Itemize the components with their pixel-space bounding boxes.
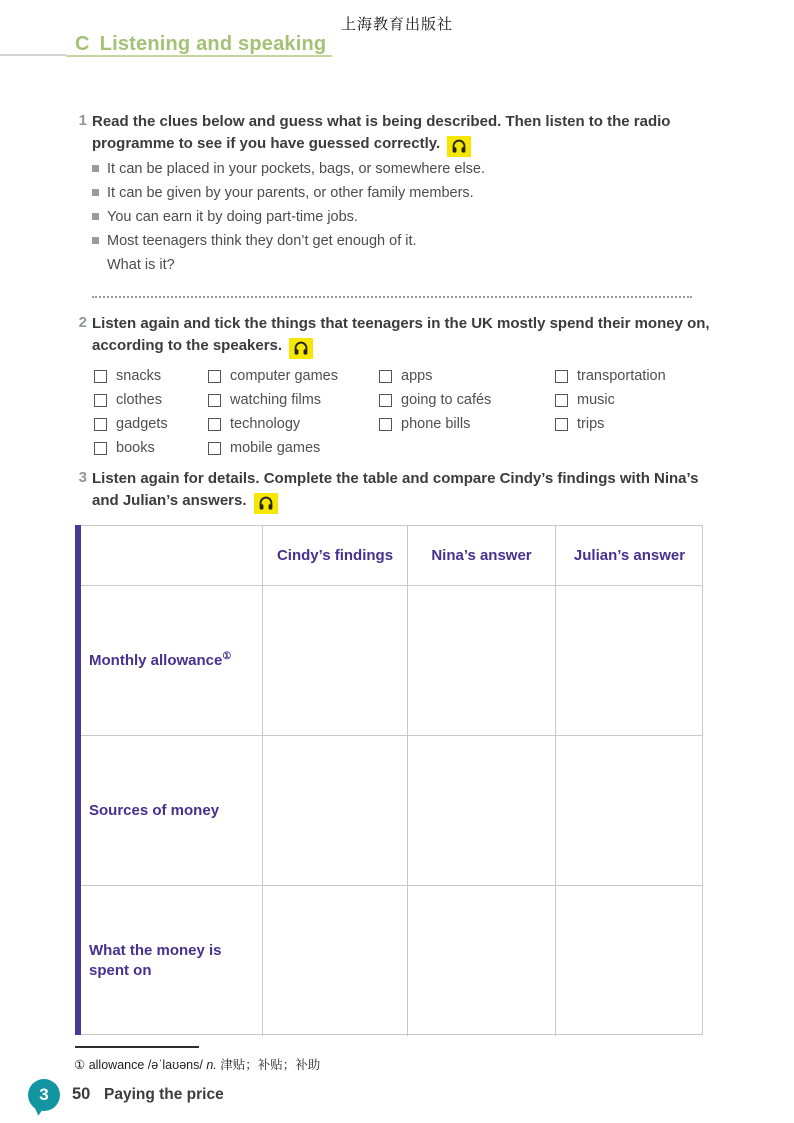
- option-label: music: [577, 392, 615, 408]
- clue-text: It can be placed in your pockets, bags, or somewhere else.: [107, 161, 486, 177]
- exercise-1-prompt: [92, 111, 732, 157]
- footnote-pos: n.: [206, 1058, 217, 1072]
- clue-text: You can earn it by doing part-time jobs.: [107, 209, 358, 225]
- option-books[interactable]: [94, 436, 168, 460]
- clue-text: It can be given by your parents, or other family members.: [107, 185, 474, 201]
- checkbox-icon[interactable]: [379, 370, 392, 383]
- table-corner-cell: [81, 526, 262, 586]
- column-header-cindy: Cindy’s findings: [262, 526, 407, 586]
- row-header-money-spent-on: What the money is spent on: [89, 942, 222, 979]
- option-label: watching films: [230, 392, 322, 408]
- option-label: technology: [230, 416, 301, 432]
- section-title: Listening and speaking: [99, 33, 327, 55]
- option-technology[interactable]: [208, 412, 338, 436]
- checkbox-icon[interactable]: [208, 394, 221, 407]
- clue-text: Most teenagers think they don’t get enough of it.: [107, 233, 417, 249]
- footnote-phonetic: /əˈlaʊəns/: [147, 1058, 203, 1072]
- checkbox-icon[interactable]: [208, 442, 221, 455]
- option-label: transportation: [577, 368, 666, 384]
- headphones-icon: [289, 338, 313, 359]
- unit-title: Paying the price: [104, 1086, 224, 1103]
- unit-number-badge: [28, 1079, 60, 1111]
- exercise-1-answer-line[interactable]: [92, 290, 692, 298]
- checkbox-icon[interactable]: [94, 370, 107, 383]
- checkbox-icon[interactable]: [379, 418, 392, 431]
- option-trips[interactable]: [555, 412, 666, 436]
- option-phone-bills[interactable]: [379, 412, 491, 436]
- checkbox-icon[interactable]: [94, 442, 107, 455]
- option-label: trips: [577, 416, 605, 432]
- exercise-1-clues: [92, 160, 712, 280]
- footnote-meaning: 津贴；补贴；补助: [220, 1057, 321, 1072]
- option-computer-games[interactable]: [208, 364, 338, 388]
- exercise-3-number: 3: [78, 469, 87, 486]
- exercise-2-prompt: [92, 313, 732, 359]
- square-bullet-icon: [92, 165, 99, 172]
- option-label: gadgets: [116, 416, 168, 432]
- exercise-3-prompt-line2: and Julian’s answers.: [92, 492, 247, 509]
- footnote-marker: ①: [222, 650, 232, 662]
- comparison-table: [81, 525, 703, 1035]
- exercise-2-options: [0, 364, 794, 460]
- exercise-1-prompt-line1: Read the clues below and guess what is being described. Then listen to the radio: [92, 113, 671, 130]
- options-column-3: [379, 364, 491, 436]
- square-bullet-icon: [92, 213, 99, 220]
- checkbox-icon[interactable]: [555, 370, 568, 383]
- option-label: clothes: [116, 392, 162, 408]
- answer-cell-spent-julian[interactable]: [555, 886, 703, 1036]
- answer-cell-allowance-julian[interactable]: [555, 586, 703, 736]
- option-mobile-games[interactable]: [208, 436, 338, 460]
- page-number: 50: [72, 1085, 91, 1103]
- answer-cell-allowance-cindy[interactable]: [262, 586, 407, 736]
- checkbox-icon[interactable]: [94, 394, 107, 407]
- headphones-icon: [254, 493, 278, 514]
- exercise-1-number: 1: [78, 112, 87, 129]
- answer-cell-sources-cindy[interactable]: [262, 736, 407, 886]
- footnote-word: allowance: [88, 1058, 145, 1072]
- answer-cell-spent-cindy[interactable]: [262, 886, 407, 1036]
- square-bullet-icon: [92, 237, 99, 244]
- option-watching-films[interactable]: [208, 388, 338, 412]
- answer-cell-sources-nina[interactable]: [407, 736, 555, 886]
- row-header-sources-of-money: Sources of money: [81, 736, 262, 886]
- option-label: computer games: [230, 368, 338, 384]
- option-label: snacks: [116, 368, 162, 384]
- headphones-icon: [447, 136, 471, 157]
- footnote-rule: [75, 1046, 199, 1048]
- clue-item: [92, 160, 712, 184]
- answer-cell-sources-julian[interactable]: [555, 736, 703, 886]
- options-column-4: [555, 364, 666, 436]
- exercise-2-number: 2: [78, 314, 87, 331]
- clue-item: [92, 208, 712, 232]
- heading-underline: [66, 55, 332, 57]
- square-bullet-icon: [92, 189, 99, 196]
- option-apps[interactable]: [379, 364, 491, 388]
- section-letter: C: [75, 33, 90, 55]
- option-music[interactable]: [555, 388, 666, 412]
- unit-number: 3: [39, 1085, 49, 1104]
- answer-cell-allowance-nina[interactable]: [407, 586, 555, 736]
- checkbox-icon[interactable]: [555, 394, 568, 407]
- options-column-1: [94, 364, 168, 460]
- option-clothes[interactable]: [94, 388, 168, 412]
- row-header-monthly-allowance: [81, 586, 262, 736]
- answer-cell-spent-nina[interactable]: [407, 886, 555, 1036]
- exercise-2-prompt-line2: according to the speakers.: [92, 337, 283, 354]
- exercise-2-prompt-line1: Listen again and tick the things that teenagers in the UK mostly spend their money on,: [92, 315, 710, 332]
- clue-question: What is it?: [107, 257, 175, 273]
- option-label: going to cafés: [401, 392, 492, 408]
- option-going-to-cafes[interactable]: [379, 388, 491, 412]
- option-snacks[interactable]: [94, 364, 168, 388]
- option-label: mobile games: [230, 440, 321, 456]
- clue-item: [92, 184, 712, 208]
- clue-item: [92, 232, 712, 256]
- heading-rule-left: [0, 54, 66, 56]
- exercise-3-prompt-line1: Listen again for details. Complete the table and compare Cindy’s findings with Nina’s: [92, 470, 699, 487]
- exercise-3-table: [75, 525, 703, 1035]
- option-gadgets[interactable]: [94, 412, 168, 436]
- row-header-label: Monthly allowance: [89, 651, 223, 669]
- section-heading: [75, 33, 326, 56]
- checkbox-icon[interactable]: [94, 418, 107, 431]
- option-transportation[interactable]: [555, 364, 666, 388]
- exercise-1-prompt-line2: programme to see if you have guessed correctly.: [92, 135, 441, 152]
- option-label: phone bills: [401, 416, 471, 432]
- footnote-marker: ①: [74, 1058, 86, 1072]
- exercise-3-prompt: [92, 468, 732, 514]
- publisher-watermark: 上海教育出版社: [340, 15, 453, 33]
- checkbox-icon[interactable]: [208, 370, 221, 383]
- option-label: books: [116, 440, 155, 456]
- footnote: [74, 1055, 320, 1073]
- column-header-nina: Nina’s answer: [407, 526, 555, 586]
- checkbox-icon[interactable]: [208, 418, 221, 431]
- checkbox-icon[interactable]: [555, 418, 568, 431]
- checkbox-icon[interactable]: [379, 394, 392, 407]
- column-header-julian: Julian’s answer: [555, 526, 703, 586]
- option-label: apps: [401, 368, 433, 384]
- options-column-2: [208, 364, 338, 460]
